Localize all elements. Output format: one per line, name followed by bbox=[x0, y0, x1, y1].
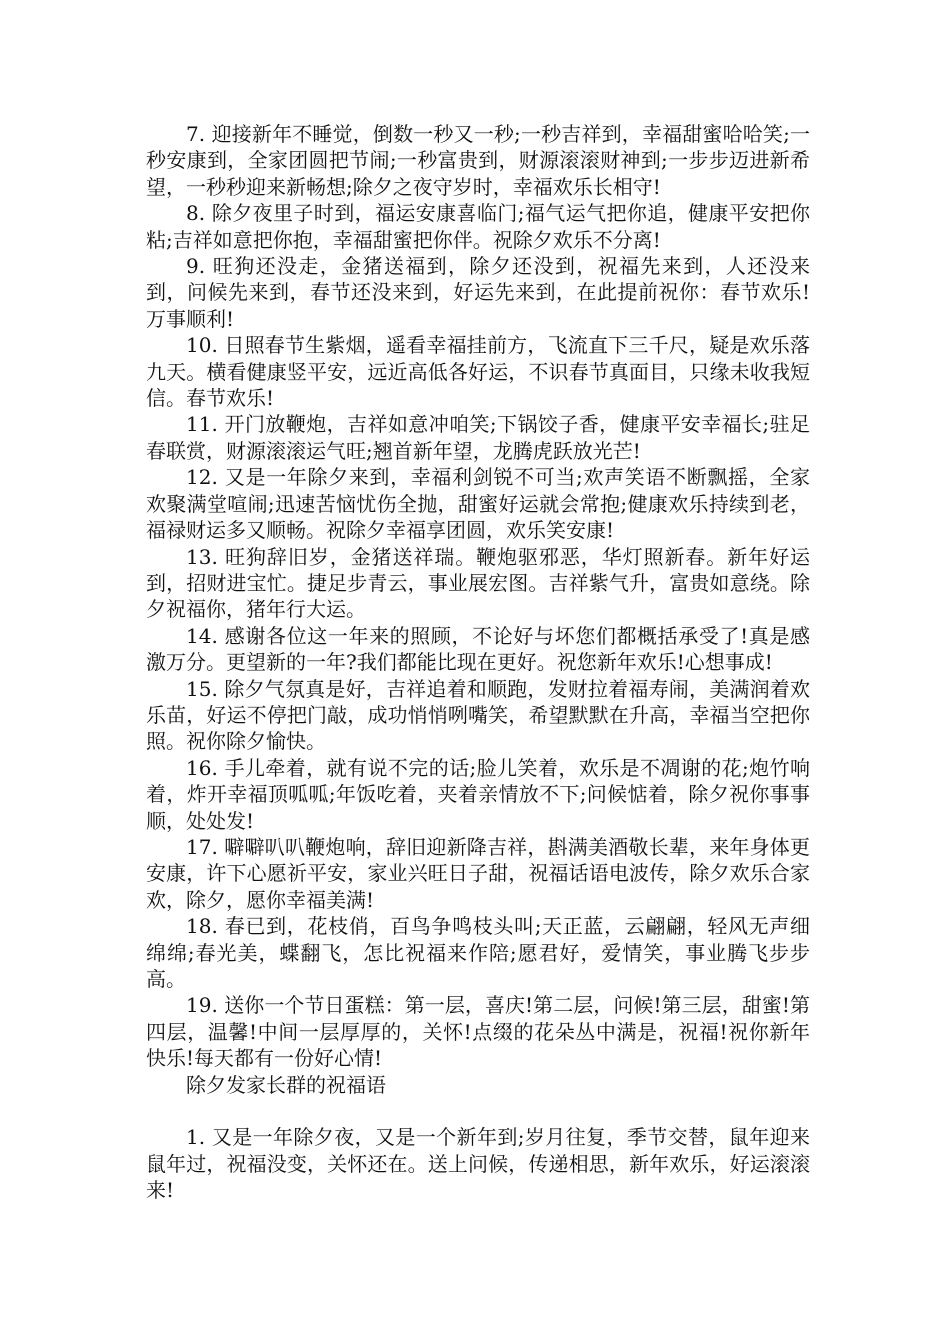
paragraph-10: 10. 日照春节生紫烟，遥看幸福挂前方，飞流直下三千尺，疑是欢乐落九天。横看健康竖平安，远近高低各好运，不识春节真面目，只缘未收我短信。春节欢乐! bbox=[146, 333, 810, 411]
paragraph-b-1: 1. 又是一年除夕夜，又是一个新年到;岁月往复，季节交替，鼠年迎来鼠年过，祝福没变，关怀还在。送上问候，传递相思，新年欢乐，好运滚滚来! bbox=[146, 1125, 810, 1203]
paragraph-15: 15. 除夕气氛真是好，吉祥追着和顺跑，发财拉着福寿闹，美满润着欢乐苗，好运不停把门敲，成功悄悄咧嘴笑，希望默默在升高，幸福当空把你照。祝你除夕愉快。 bbox=[146, 676, 810, 754]
document-page bbox=[146, 121, 810, 1204]
paragraph-8: 8. 除夕夜里子时到，福运安康喜临门;福气运气把你追，健康平安把你粘;吉祥如意把你抱，幸福甜蜜把你伴。祝除夕欢乐不分离! bbox=[146, 201, 810, 252]
paragraph-13: 13. 旺狗辞旧岁，金猪送祥瑞。鞭炮驱邪恶，华灯照新春。新年好运到，招财进宝忙。捷足步青云，事业展宏图。吉祥紫气升，富贵如意绕。除夕祝福你，猪年行大运。 bbox=[146, 544, 810, 622]
blank-line bbox=[146, 1098, 810, 1124]
paragraph-19: 19. 送你一个节日蛋糕：第一层，喜庆!第二层，问候!第三层，甜蜜!第四层，温馨!中间一层厚厚的，关怀!点缀的花朵丛中满是，祝福!祝你新年快乐!每天都有一份好心情! bbox=[146, 993, 810, 1071]
paragraph-16: 16. 手儿牵着，就有说不完的话;脸儿笑着，欢乐是不凋谢的花;炮竹响着，炸开幸福顶呱呱;年饭吃着，夹着亲情放不下;问候惦着，除夕祝你事事顺，处处发! bbox=[146, 755, 810, 833]
paragraph-17: 17. 噼噼叭叭鞭炮响，辞旧迎新降吉祥，斟满美酒敬长辈，来年身体更安康，许下心愿祈平安，家业兴旺日子甜，祝福话语电波传，除夕欢乐合家欢，除夕，愿你幸福美满! bbox=[146, 834, 810, 912]
paragraph-11: 11. 开门放鞭炮，吉祥如意冲咱笑;下锅饺子香，健康平安幸福长;驻足春联赏，财源滚滚运气旺;翘首新年望，龙腾虎跃放光芒! bbox=[146, 412, 810, 463]
paragraph-18: 18. 春已到，花枝俏，百鸟争鸣枝头叫;天正蓝，云翩翩，轻风无声细绵绵;春光美，蝶翻飞，怎比祝福来作陪;愿君好，爱情笑，事业腾飞步步高。 bbox=[146, 914, 810, 991]
paragraph-7: 7. 迎接新年不睡觉，倒数一秒又一秒;一秒吉祥到，幸福甜蜜哈哈笑;一秒安康到，全家团圆把节闹;一秒富贵到，财源滚滚财神到;一步步迈进新希望，一秒秒迎来新畅想;除夕之夜守岁时，幸福欢乐长相守! bbox=[146, 122, 810, 199]
paragraph-14: 14. 感谢各位这一年来的照顾，不论好与坏您们都概括承受了!真是感激万分。更望新的一年?我们都能比现在更好。祝您新年欢乐!心想事成! bbox=[146, 623, 810, 675]
paragraph-12: 12. 又是一年除夕来到，幸福利剑锐不可当;欢声笑语不断飘摇，全家欢聚满堂喧闹;迅速苦恼忧伤全抛，甜蜜好运就会常抱;健康欢乐持续到老，福禄财运多又顺畅。祝除夕幸福享团圆，欢乐笑安康! bbox=[146, 465, 810, 543]
section-heading: 除夕发家长群的祝福语 bbox=[186, 1072, 386, 1097]
paragraph-9: 9. 旺狗还没走，金猪送福到，除夕还没到，祝福先来到，人还没来到，问候先来到，春节还没来到，好运先来到，在此提前祝你：春节欢乐!万事顺利! bbox=[146, 254, 810, 331]
